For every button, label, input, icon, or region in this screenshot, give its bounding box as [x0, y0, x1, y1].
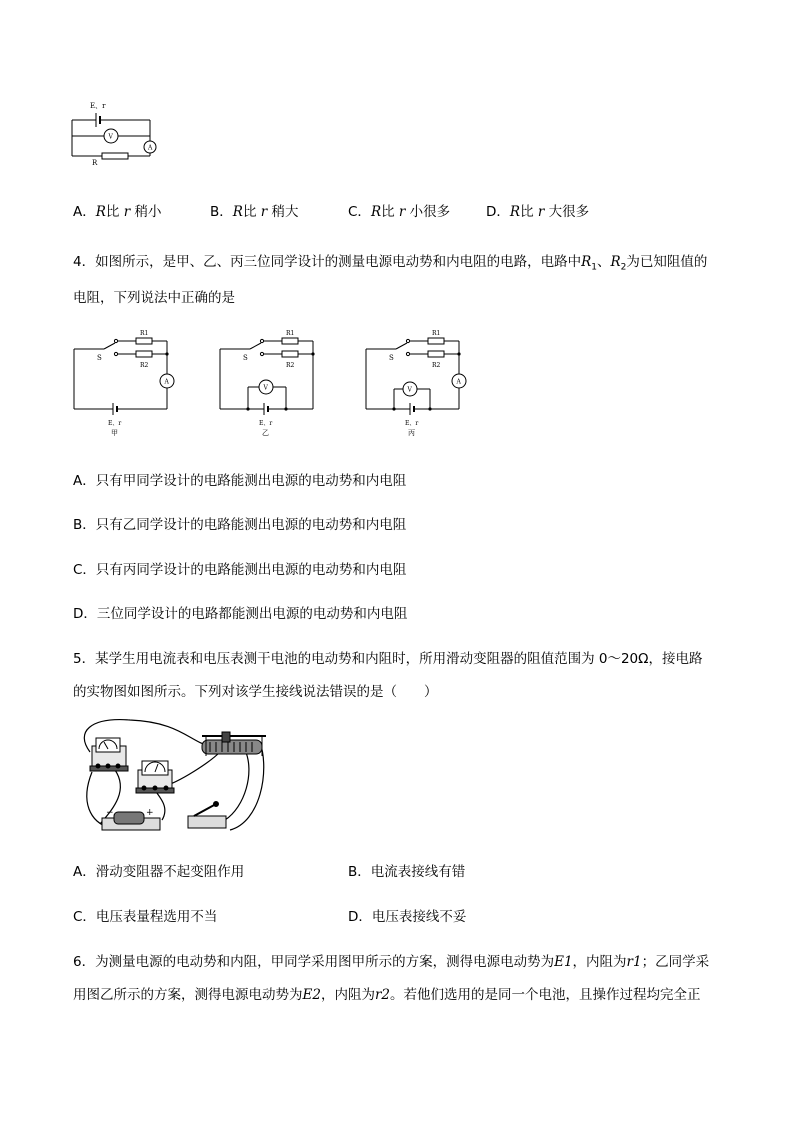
q3-option-c[interactable]: C．R比 r 小很多 — [348, 204, 451, 220]
ammeter-device — [90, 738, 128, 771]
q3-option-b[interactable]: B．R比 r 稍大 — [210, 204, 299, 220]
q5-option-b[interactable]: B．电流表接线有错 — [348, 864, 466, 880]
switch-label: S — [97, 354, 102, 362]
q4-option-a[interactable]: A．只有甲同学设计的电路能测出电源的电动势和内电阻 — [73, 473, 407, 489]
r1-label: R1 — [286, 330, 295, 337]
r2-label: R2 — [140, 362, 149, 369]
q4-stem-line1: 4．如图所示，是甲、乙、丙三位同学设计的测量电源电动势和内电阻的电路，电路中$R_1$、$R_2$为已知阻值的 — [73, 254, 708, 273]
r1-label: R1 — [140, 330, 149, 337]
q6-stem-line2: 用图乙所示的方案，测得电源电动势为E2，内阻为r2。若他们选用的是同一个电池，且操作过程均完全正 — [73, 987, 701, 1003]
q4-option-d[interactable]: D．三位同学设计的电路都能测出电源的电动势和内电阻 — [73, 606, 408, 622]
q4-stem-line2: 电阻，下列说法中正确的是 — [73, 290, 235, 306]
voltmeter-label: V — [407, 386, 412, 394]
q4-circuit-jia — [70, 323, 180, 437]
q5-option-d[interactable]: D．电压表接线不妥 — [348, 909, 467, 925]
q4-option-c[interactable]: C．只有丙同学设计的电路能测出电源的电动势和内电阻 — [73, 562, 407, 578]
r2-label: R2 — [286, 362, 295, 369]
q5-apparatus-illustration — [70, 712, 280, 842]
r2-label: R2 — [432, 362, 441, 369]
switch-label: S — [243, 354, 248, 362]
resistor-label: R — [92, 159, 98, 167]
q3-option-d[interactable]: D．R比 r 大很多 — [486, 204, 590, 220]
q5-option-a[interactable]: A．滑动变阻器不起变阻作用 — [73, 864, 245, 880]
ammeter-label: A — [164, 378, 169, 386]
q5-stem-line2: 的实物图如图所示。下列对该学生接线说法错误的是（ ） — [73, 684, 438, 700]
r1-label: R1 — [432, 330, 441, 337]
q4-circuit-yi — [216, 323, 326, 437]
wire — [225, 750, 249, 820]
q4-option-b[interactable]: B．只有乙同学设计的电路能测出电源的电动势和内电阻 — [73, 517, 407, 533]
minus-sign: − — [106, 808, 114, 818]
q4-circuit-bing — [362, 323, 472, 437]
battery-label: E、r — [259, 420, 273, 427]
ammeter-label: A — [456, 378, 461, 386]
voltmeter-device — [136, 761, 174, 793]
ammeter-label: A — [148, 144, 153, 152]
circuit-caption: 丙 — [408, 429, 415, 437]
circuit-caption: 甲 — [111, 429, 118, 437]
q5-option-c[interactable]: C．电压表量程选用不当 — [73, 909, 218, 925]
q3-circuit-diagram — [68, 95, 158, 185]
battery-label: E、r — [405, 420, 419, 427]
plus-sign: + — [146, 808, 154, 818]
switch-label: S — [389, 354, 394, 362]
switch-device — [188, 802, 226, 829]
battery-label: E、r — [90, 102, 106, 110]
rheostat-device — [202, 732, 266, 756]
q5-stem-line1: 5．某学生用电流表和电压表测干电池的电动势和内阻时，所用滑动变阻器的阻值范围为 0～20Ω，接电路 — [73, 651, 703, 667]
resistor-r — [102, 153, 128, 159]
voltmeter-label: V — [263, 384, 268, 392]
voltmeter-label: V — [108, 133, 113, 141]
battery-label: E、r — [108, 420, 122, 427]
q3-option-a[interactable]: A．R比 r 稍小 — [73, 204, 162, 220]
q6-stem-line1: 6．为测量电源的电动势和内阻，甲同学采用图甲所示的方案，测得电源电动势为E1，内阻为r1；乙同学采 — [73, 954, 710, 970]
circuit-caption: 乙 — [262, 429, 269, 437]
